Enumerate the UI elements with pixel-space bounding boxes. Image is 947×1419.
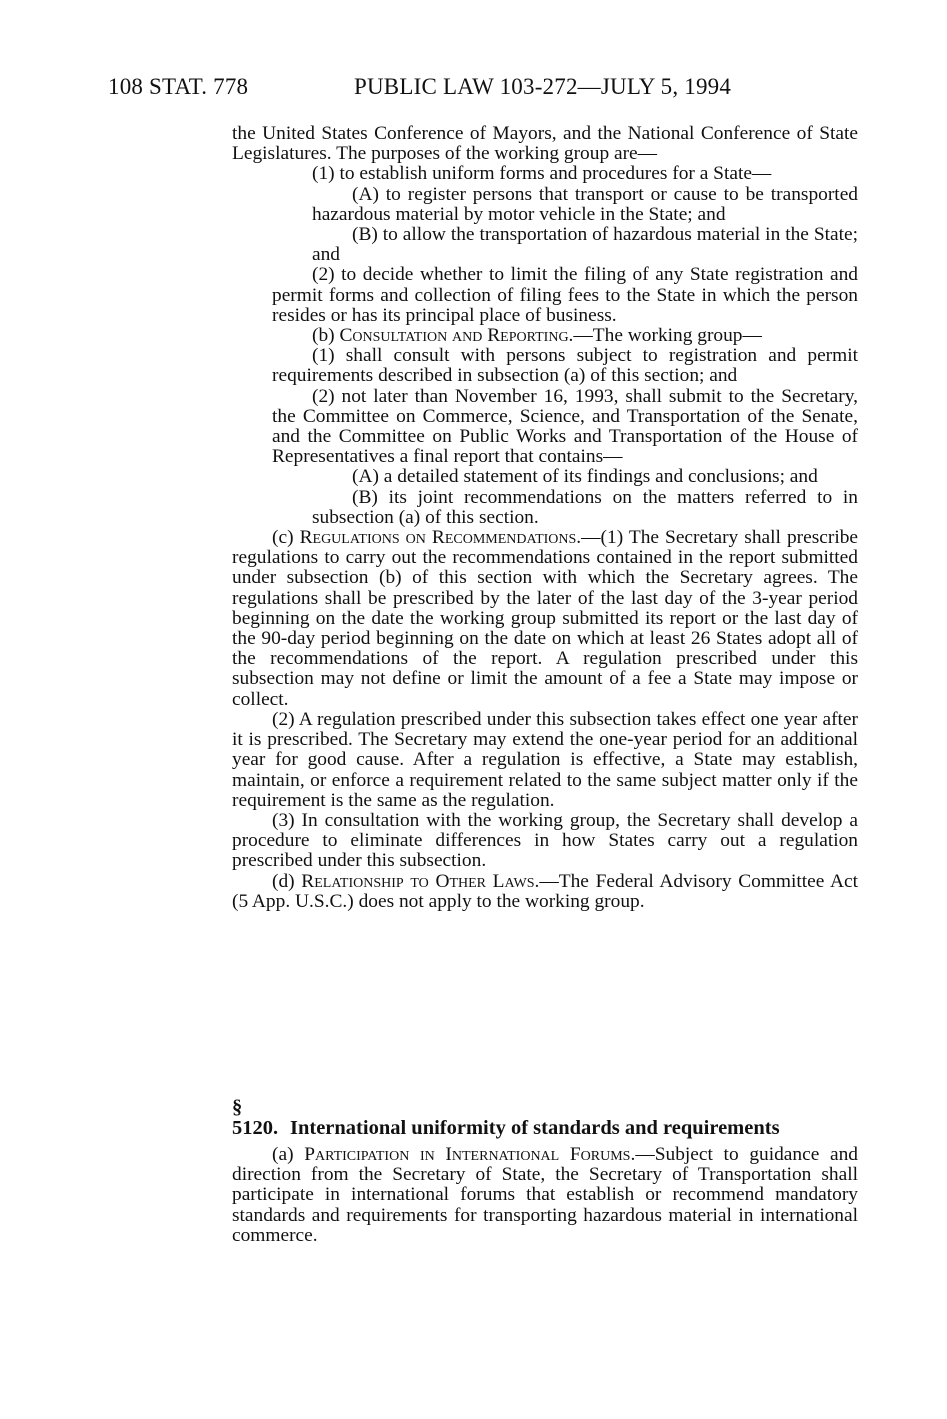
section-heading (232, 1097, 858, 1139)
body-text (232, 124, 858, 912)
subsection-d-text: —The Federal Advisory Committee Act (5 App. U.S.C.) does not apply to the working group. (232, 870, 858, 912)
subsection-b-label: (b) (312, 325, 340, 347)
subsection-c-heading: Regulations on Recommendations. (299, 527, 582, 549)
page-header (108, 74, 758, 104)
subsection-c (232, 528, 858, 710)
paragraph-a1A: (A) to register persons that transport or cause to be transported hazardous material by motor vehicle in the State; and (312, 183, 858, 225)
paragraph-b2: (2) not later than November 16, 1993, shall submit to the Secretary, the Committee on Commerce, Science, and Transportation of the Senate, and the Committee on Public Works and Transportation of the House of Representatives a final report that contains— (272, 385, 858, 468)
statute-page-number: 108 STAT. 778 (108, 74, 249, 99)
paragraph-b2A: (A) a detailed statement of its findings and conclusions; and (352, 466, 818, 488)
section-body (232, 1145, 858, 1246)
paragraph-c2: (2) A regulation prescribed under this subsection takes effect one year after it is prescribed. The Secretary may extend the one-year period for an additional year for good cause. After a regulation is effective, a State may establish, maintain, or enforce a requirement related to the same subject matter only if the requirement is the same as the regulation. (232, 708, 858, 811)
subsection-c-label: (c) (272, 527, 300, 549)
section-a-heading: Participation in International Forums. (304, 1144, 636, 1165)
subsection-d-heading: Relationship to Other Laws. (301, 870, 540, 892)
section-number: § 5120. (232, 1096, 279, 1139)
subsection-b-text: —The working group— (573, 325, 762, 347)
subsection-c-text: —(1) The Secretary shall prescribe regulations to carry out the recommendations contained in the report submitted under subsection (b) of this section with which the Secretary agrees. The regulations shall be prescribed by the later of the last day of the 3-year period beginning on the date the working group submitted its report or the last day of the 90-day period beginning on the date on which at least 26 States adopt all of the recommendations of the report. A regulation prescribed under this subsection may not define or limit the amount of a fee a State may impose or collect. (232, 527, 859, 710)
paragraph-b2B: (B) its joint recommendations on the matters referred to in subsection (a) of this section. (312, 486, 858, 528)
running-title: PUBLIC LAW 103-272—JULY 5, 1994 (354, 74, 732, 99)
paragraph-intro: the United States Conference of Mayors, and the National Conference of State Legislatures. The purposes of the working group are— (232, 123, 858, 165)
paragraph-a1B: (B) to allow the transportation of hazardous material in the State; and (312, 224, 858, 266)
paragraph-c3: (3) In consultation with the working group, the Secretary shall develop a procedure to eliminate differences in how States carry out a regulation prescribed under this subsection. (232, 809, 858, 872)
section-a-label: (a) (272, 1144, 305, 1165)
subsection-d-label: (d) (272, 870, 302, 892)
paragraph-b1: (1) shall consult with persons subject to registration and permit requirements described in subsection (a) of this section; and (272, 345, 858, 387)
subsection-b-heading: Consultation and Reporting. (339, 325, 574, 347)
section-a-text: —Subject to guidance and direction from the Secretary of State, the Secretary of Transportation shall participate in international forums that establish or recommend mandatory standards and requirements for transporting hazardous material in international commerce. (232, 1144, 858, 1246)
paragraph-a1: (1) to establish uniform forms and procedures for a State— (312, 163, 772, 185)
section-subsection-a (232, 1145, 858, 1246)
paragraph-a2: (2) to decide whether to limit the filing of any State registration and permit forms and collection of filing fees to the State in which the person resides or has its principal place of business. (272, 264, 858, 326)
subsection-b (232, 326, 858, 346)
subsection-d (232, 872, 858, 912)
section-title: International uniformity of standards and requirements (290, 1117, 780, 1139)
